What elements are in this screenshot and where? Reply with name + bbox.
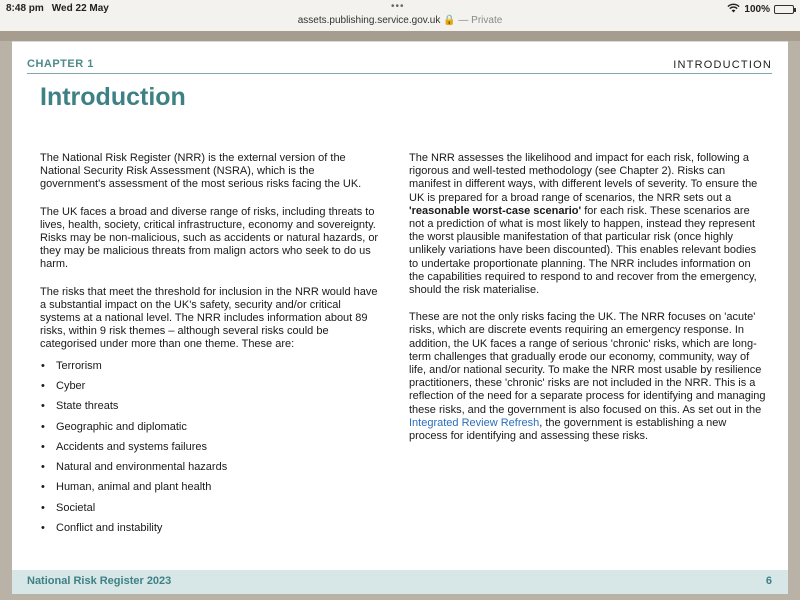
paragraph-text: These are not the only risks facing the UK. The NRR focuses on 'acute' risks, which are discrete events requiring an emergency response. In addition, the UK faces a range of serious 'chronic' risks, which are long-term challenges that gradually erode our economy, community, way of life, and/or national security. To make the NRR most usable by resilience practitioners, these 'chronic' risks are not included in the NRR. This is a reflection of the need for a separate process for identifying and managing these risks, and the government is also focused on this. As set out in the: [409, 311, 766, 416]
background-strip: [0, 31, 800, 41]
page-title: Introduction: [40, 83, 186, 111]
footer-title: National Risk Register 2023: [27, 575, 172, 587]
paragraph: The UK faces a broad and diverse range of risks, including threats to lives, health, society, critical infrastructure, economy and sovereignty. Risks may be non-malicious, such as accidents or natural hazards, or they may be malicious threats from malign actors who seek to do us harm.: [40, 205, 379, 271]
status-indicators: [727, 3, 794, 15]
paragraph: [409, 152, 766, 297]
list-item: • Societal: [40, 502, 380, 522]
paragraph: The National Risk Register (NRR) is the external version of the National Security Risk Assessment (NSRA), which is the government's assessment of the most serious risks facing the UK.: [40, 152, 362, 191]
list-item: • Cyber: [40, 380, 380, 400]
status-time: 8:48 pm: [6, 3, 44, 14]
page-footer: [12, 570, 788, 594]
chapter-label: CHAPTER 1: [27, 58, 94, 70]
section-label: INTRODUCTION: [673, 59, 772, 71]
paragraph-text: for each risk. These scenarios are not a prediction of what is most likely to happen, instead they represent the worst plausible manifestation of that particular risk (once highly unlikely variations have been discounted). This enables relevant bodies to undertake proportionate planning. The NRR includes information on the capabilities required to respond to and recover from the emergency, should the risk materialise.: [409, 204, 757, 297]
wifi-icon: [727, 3, 740, 15]
right-column: [409, 152, 766, 457]
paragraph: The risks that meet the threshold for inclusion in the NRR would have a substantial impact on the UK's safety, security and/or critical systems at a national level. The NRR includes information about 89 risks, within 9 risk themes – although several risks could be categorised under more than one theme. These are:: [40, 285, 378, 351]
status-time-date: [6, 3, 109, 14]
private-label: — Private: [458, 15, 503, 26]
document-page: [12, 41, 788, 594]
paragraph: [409, 311, 766, 443]
more-dots-icon[interactable]: •••: [391, 1, 405, 12]
header-divider: [27, 73, 772, 74]
emphasis-text: 'reasonable worst-case scenario': [409, 204, 582, 217]
status-bar: [0, 0, 800, 31]
list-item: • Natural and environmental hazards: [40, 461, 380, 481]
left-column: [40, 152, 380, 542]
paragraph-text: The NRR assesses the likelihood and impact for each risk, following a rigorous and well-tested methodology (see Chapter 2). Risks can manifest in different ways, with different levels of severity. To ensure the UK is prepared for a broad range of scenarios, the NRR sets out a: [409, 152, 758, 204]
address-bar[interactable]: [0, 15, 800, 26]
paragraph-text: , the government is establishing a new process for identifying and assessing these risks.: [409, 416, 727, 443]
list-item: • Terrorism: [40, 360, 380, 380]
battery-icon: [774, 5, 794, 14]
page-number: 6: [765, 575, 772, 587]
url-text: assets.publishing.service.gov.uk: [297, 15, 441, 26]
list-item: • Geographic and diplomatic: [40, 421, 380, 441]
integrated-review-link[interactable]: Integrated Review Refresh: [409, 416, 540, 429]
list-item: • Human, animal and plant health: [40, 481, 380, 501]
risk-themes-list: [40, 360, 380, 543]
list-item: • Conflict and instability: [40, 522, 380, 542]
list-item: • Accidents and systems failures: [40, 441, 380, 461]
lock-icon: 🔒: [443, 15, 456, 26]
status-date: Wed 22 May: [51, 3, 109, 14]
battery-percent: 100%: [744, 3, 770, 15]
list-item: • State threats: [40, 400, 380, 420]
